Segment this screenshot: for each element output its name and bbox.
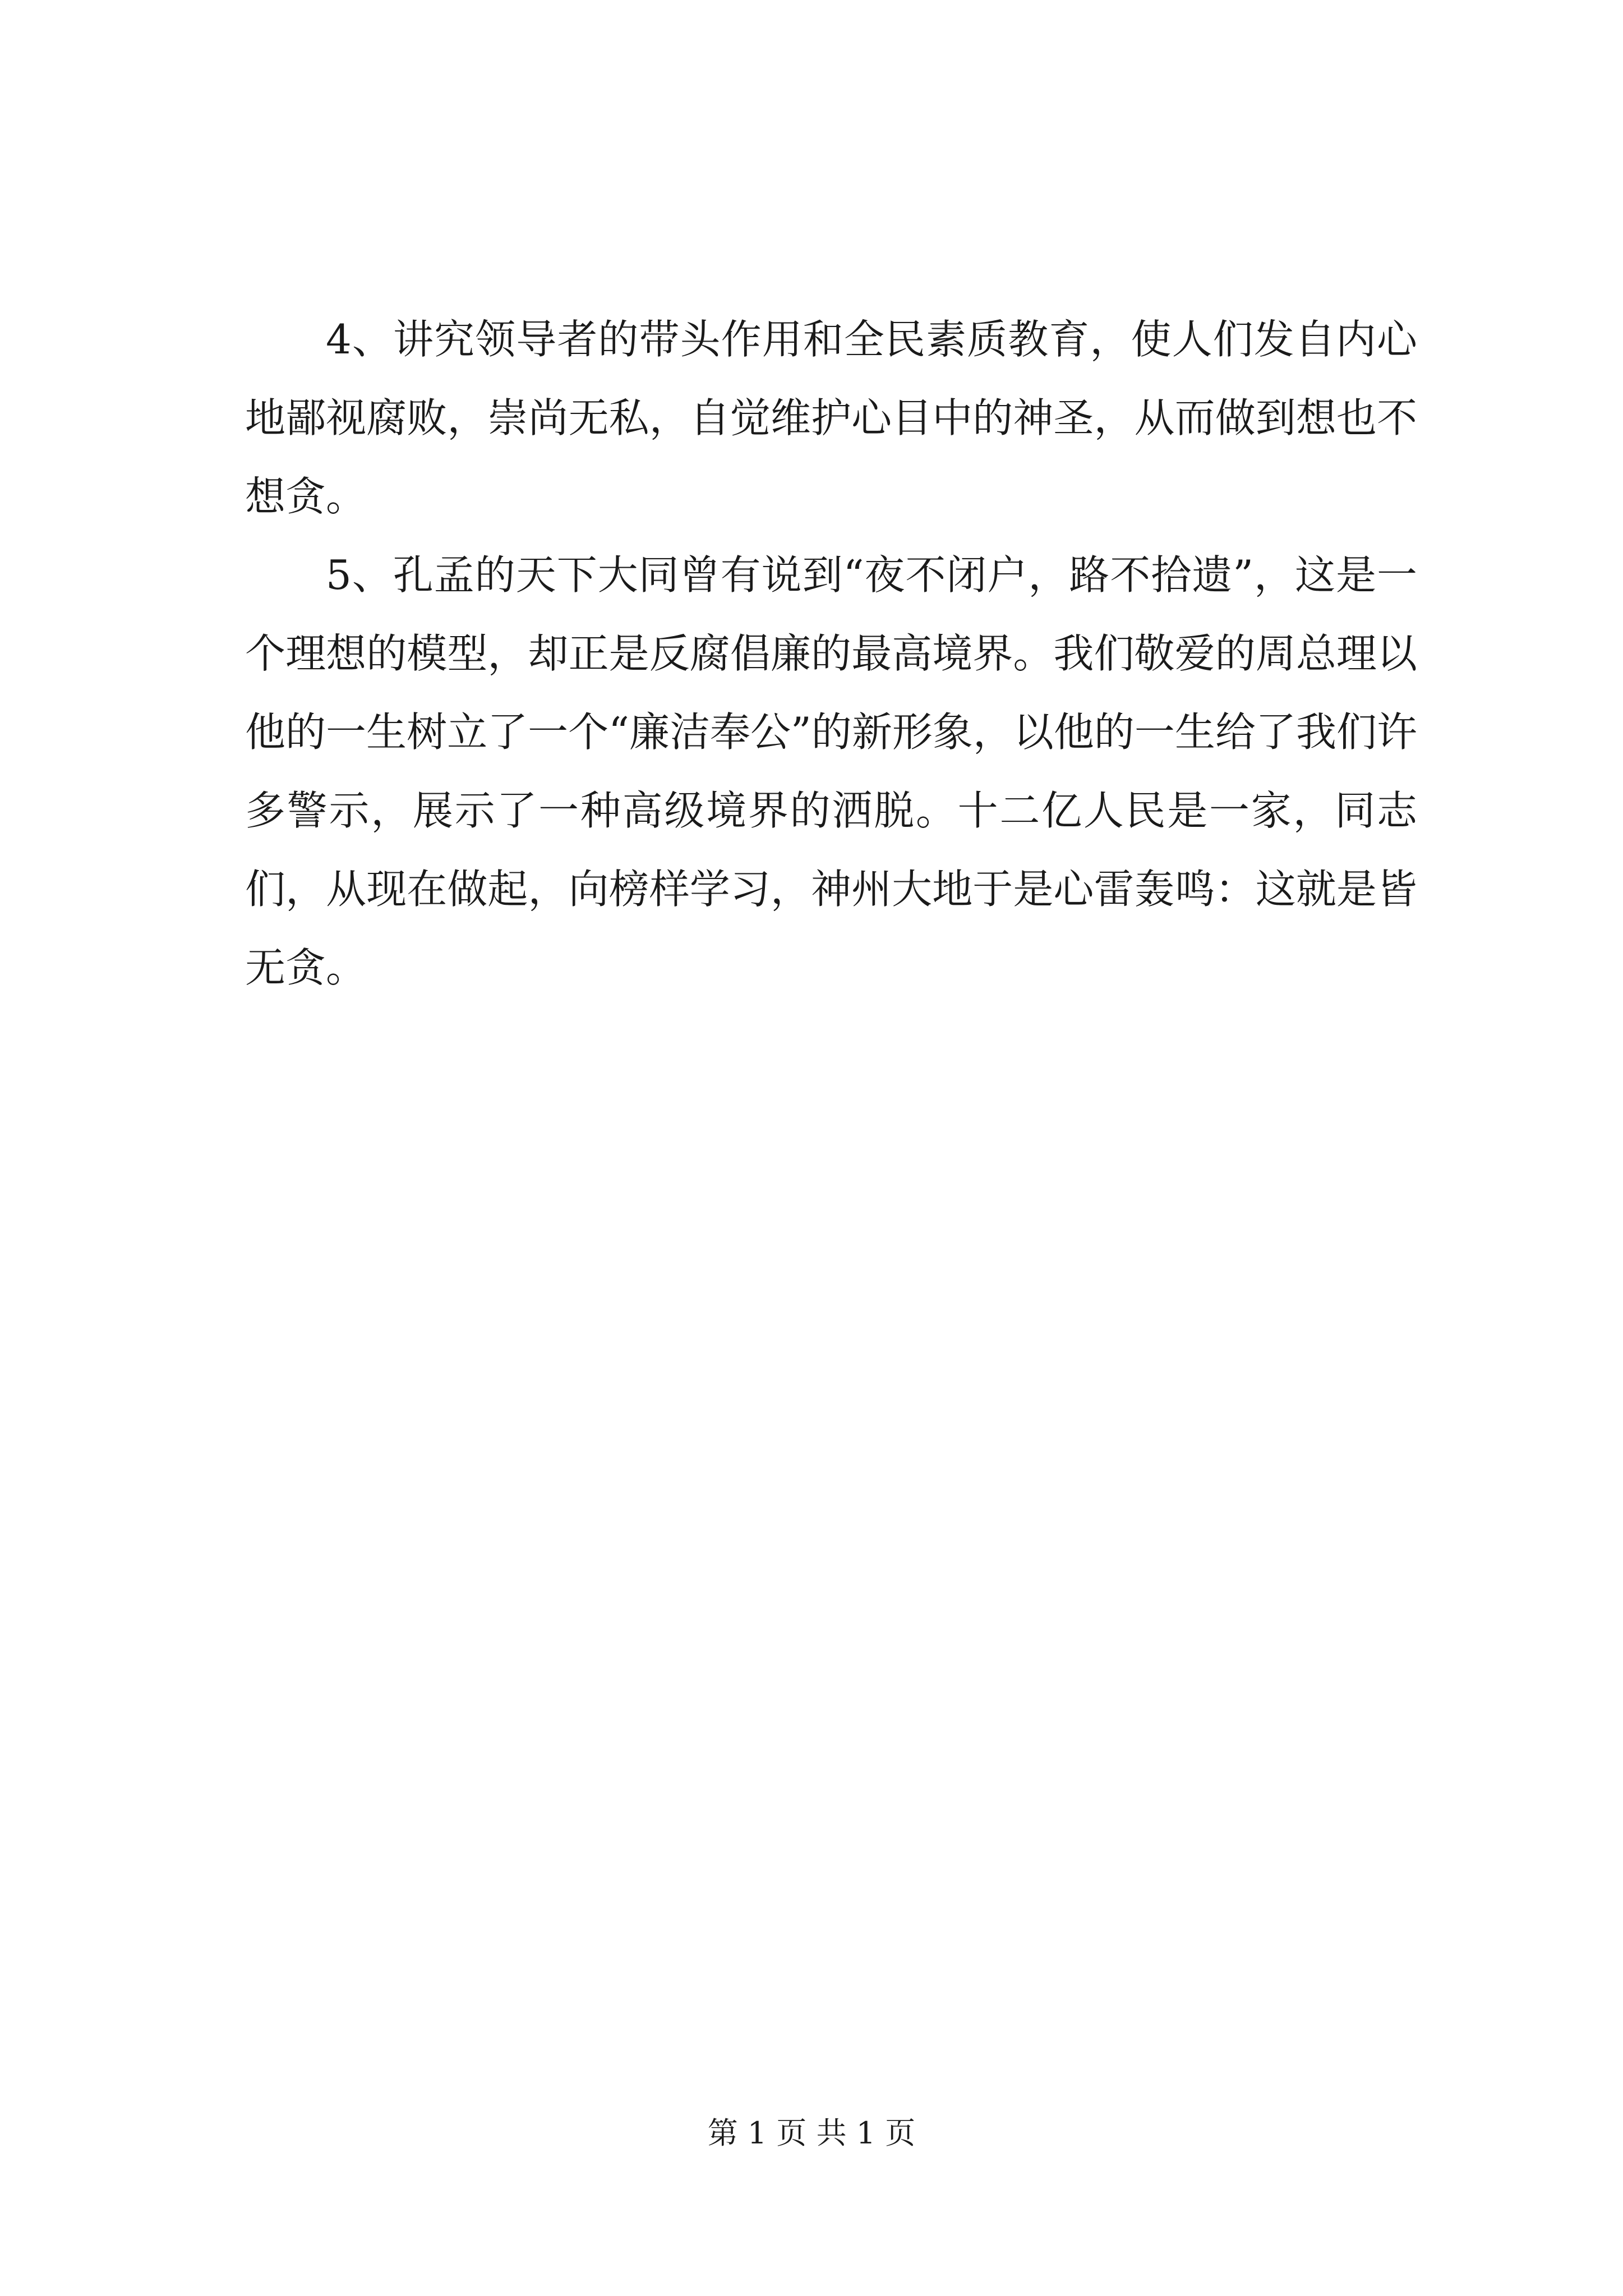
paragraph-4: 4、讲究领导者的带头作用和全民素质教育，使人们发自内心地鄙视腐败，崇尚无私，自觉维护心目中的神圣，从而做到想也不想贪。 bbox=[245, 316, 1417, 520]
paragraph-5: 5、孔孟的天下大同曾有说到“夜不闭户，路不拾遗”，这是一个理想的模型，却正是反腐倡廉的最高境界。我们敬爱的周总理以他的一生树立了一个“廉洁奉公”的新形象，以他的一生给了我们许多警示，展示了一种高级境界的洒脱。十二亿人民是一家，同志们，从现在做起，向榜样学习，神州大地于是心雷轰鸣：这就是皆无贪。 bbox=[245, 551, 1417, 991]
page-footer: 第 1 页 共 1 页 bbox=[707, 2115, 916, 2151]
document-body bbox=[245, 300, 1417, 1007]
